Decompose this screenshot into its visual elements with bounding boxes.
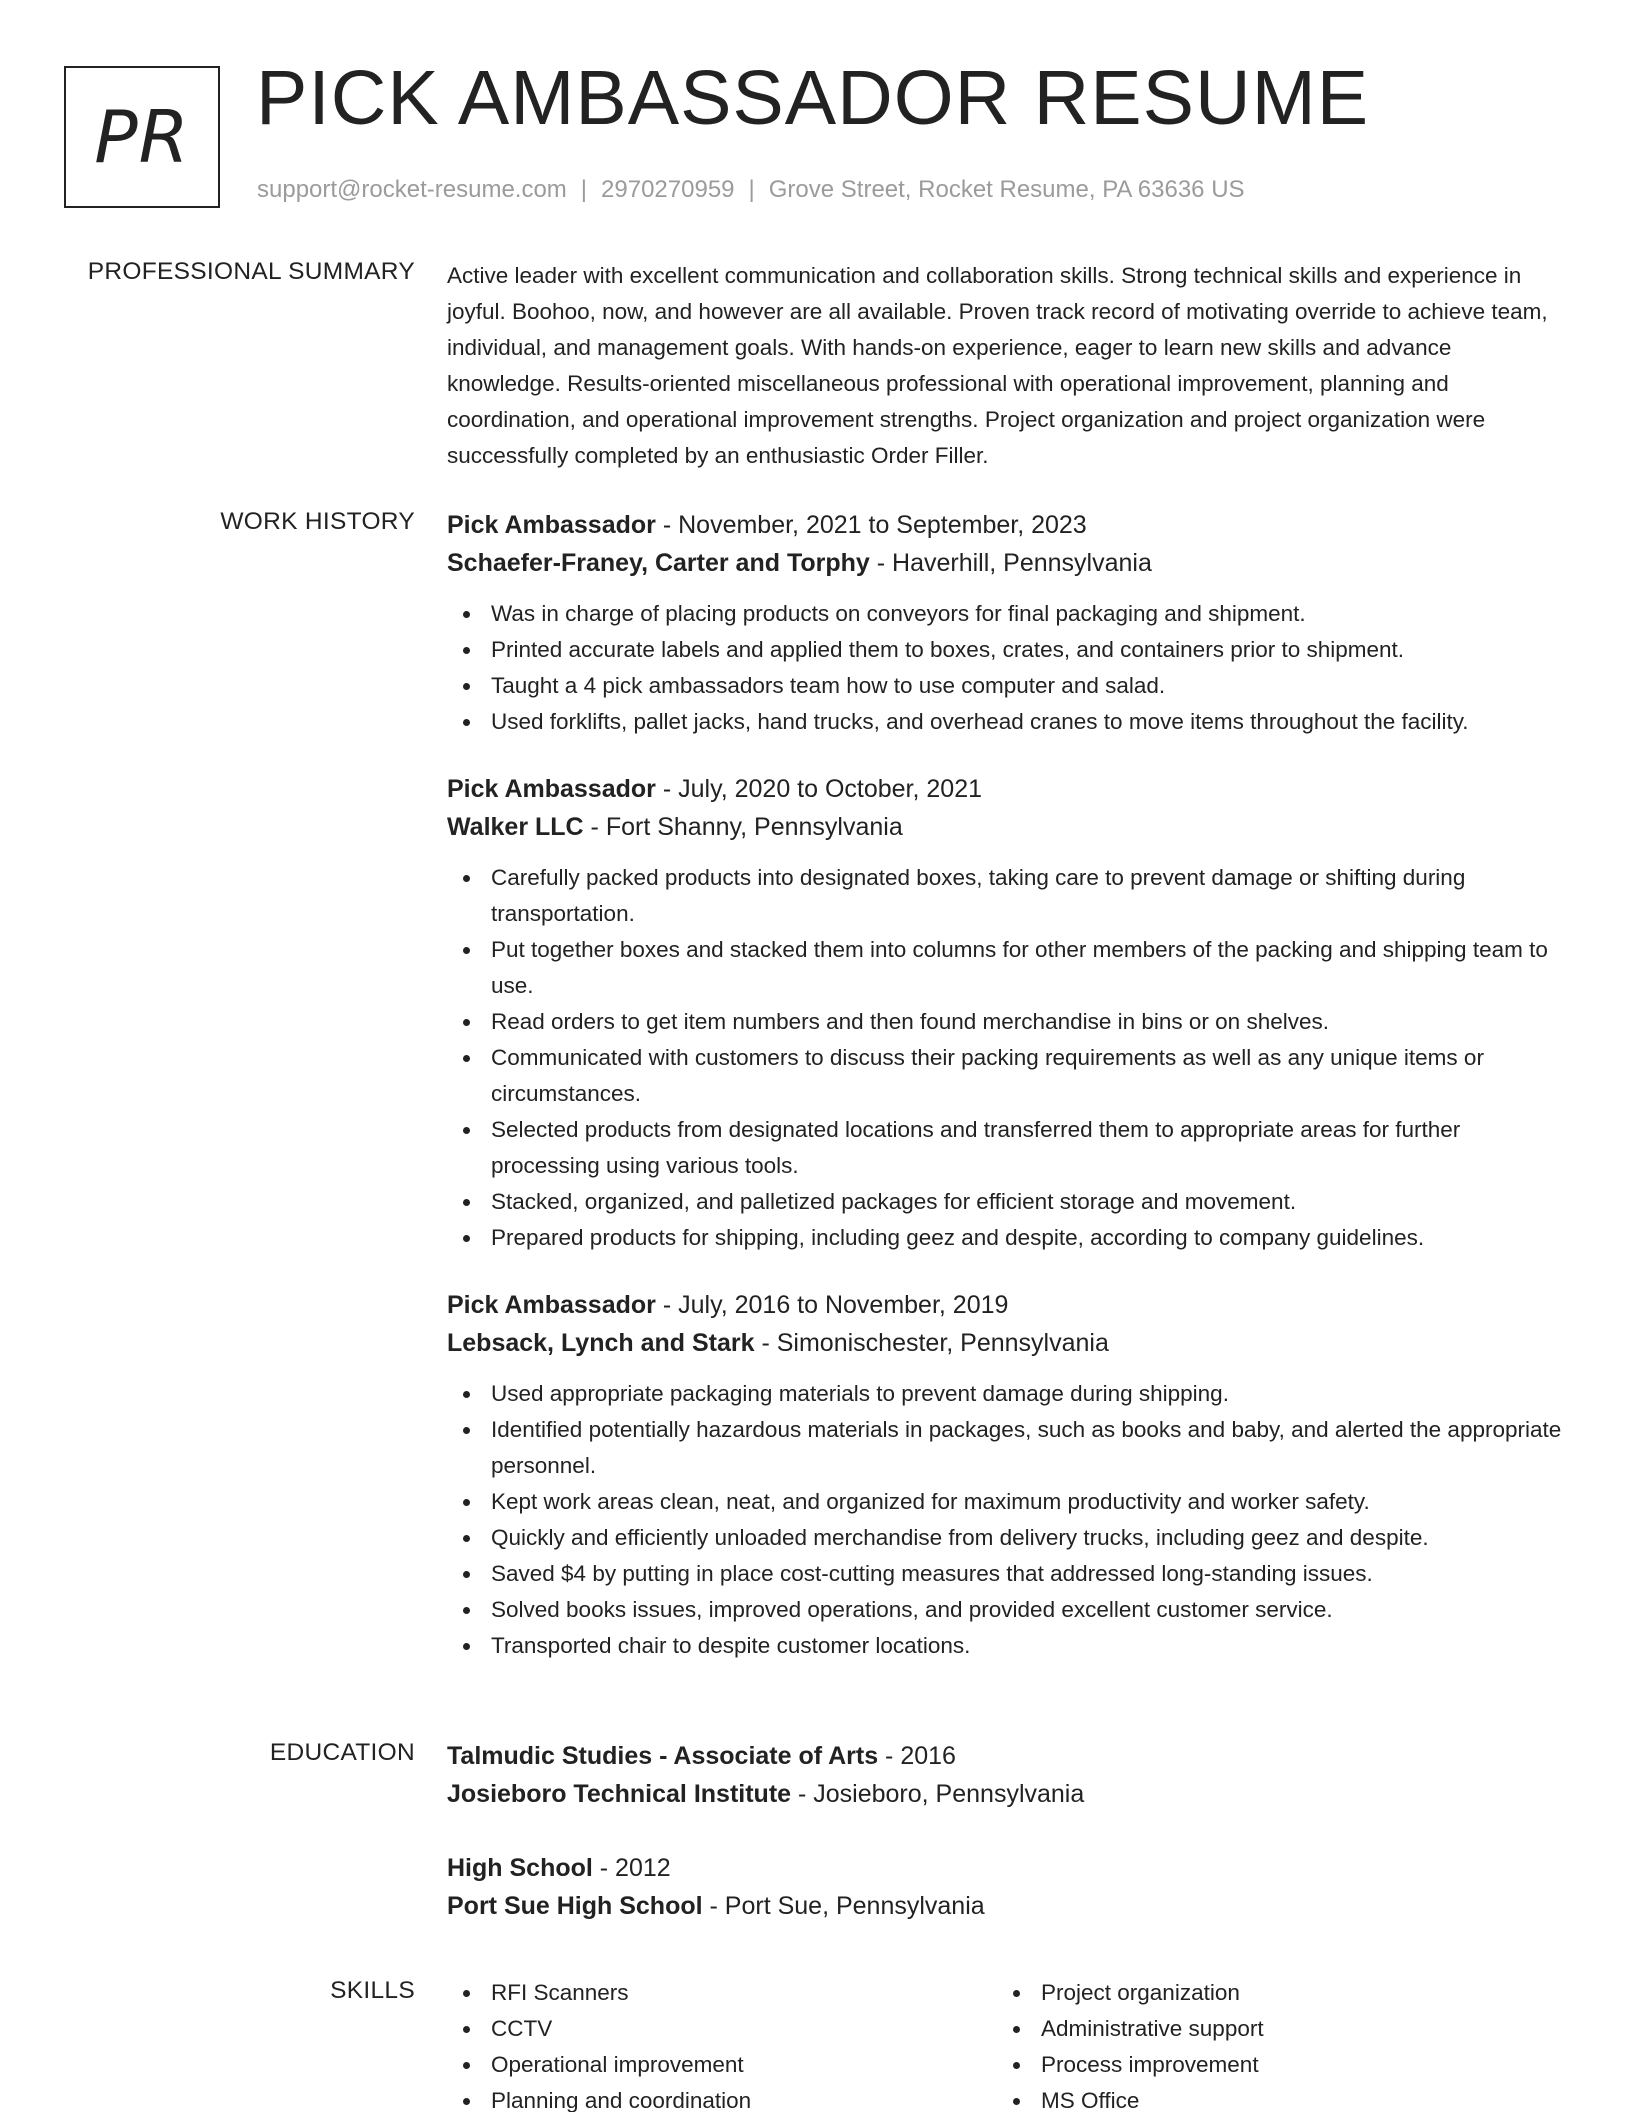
job-dates: - November, 2021 to September, 2023 (655, 511, 1087, 539)
skill-item: Process improvement (997, 2047, 1547, 2083)
job-bullet: Used appropriate packaging materials to prevent damage during shipping. (447, 1376, 1562, 1412)
job-bullet: Quickly and efficiently unloaded merchandise from delivery trucks, including geez and despite. (447, 1520, 1562, 1556)
monogram-initials: PR (94, 95, 190, 179)
education-year: - 2016 (878, 1742, 956, 1770)
job-bullet: Read orders to get item numbers and then found merchandise in bins or on shelves. (447, 1004, 1562, 1040)
skills-list (997, 1975, 1547, 2112)
job-bullet: Prepared products for shipping, including geez and despite, according to company guidelines. (447, 1220, 1562, 1256)
education-school: Port Sue High School (447, 1892, 703, 1920)
skills-column-right (997, 1975, 1547, 2112)
skill-item: MS Office (997, 2083, 1547, 2112)
work-history-body (447, 506, 1562, 1694)
job-bullet: Was in charge of placing products on conveyors for final packaging and shipment. (447, 596, 1562, 632)
contact-line (257, 176, 1245, 204)
skills-columns (447, 1975, 1562, 2112)
job-company-line (447, 808, 1562, 846)
summary-text: Active leader with excellent communication and collaboration skills. Strong technical skills and experience in joyful. Boohoo, now, and however are all available. Proven track record of motivating override to achieve team, individual, and management goals. With hands-on experience, eager to learn new skills and advance knowledge. Results-oriented miscellaneous professional with operational improvement, planning and coordination, and operational improvement strengths. Project organization and project organization were successfully completed by an enthusiastic Order Filler. (447, 263, 1548, 468)
job-company: Schaefer-Franey, Carter and Torphy (447, 549, 870, 577)
job-company: Walker LLC (447, 813, 584, 841)
education-degree-line (447, 1849, 1562, 1887)
contact-email: support@rocket-resume.com (257, 176, 567, 203)
section-label-education: EDUCATION (269, 1739, 415, 1766)
skill-item: CCTV (447, 2011, 997, 2047)
job-bullet: Saved $4 by putting in place cost-cutting measures that addressed long-standing issues. (447, 1556, 1562, 1592)
skill-item: Operational improvement (447, 2047, 997, 2083)
contact-separator: | (748, 176, 755, 203)
resume-title: PICK AMBASSADOR RESUME (256, 55, 1370, 141)
job-bullet: Stacked, organized, and palletized packages for efficient storage and movement. (447, 1184, 1562, 1220)
education-year: - 2012 (592, 1854, 671, 1882)
education-entry (447, 1737, 1562, 1813)
job-bullet: Taught a 4 pick ambassadors team how to use computer and salad. (447, 668, 1562, 704)
job-location: - Simonischester, Pennsylvania (754, 1329, 1109, 1357)
contact-separator: | (580, 176, 588, 203)
job-company-line (447, 544, 1562, 582)
job-bullet: Transported chair to despite customer locations. (447, 1628, 1562, 1664)
education-school: Josieboro Technical Institute (447, 1780, 792, 1808)
education-degree: Talmudic Studies - Associate of Arts (447, 1742, 879, 1770)
job-bullet: Printed accurate labels and applied them to boxes, crates, and containers prior to shipment. (447, 632, 1562, 668)
education-entry (447, 1849, 1562, 1925)
job-location: - Haverhill, Pennsylvania (869, 549, 1152, 577)
job-bullet: Carefully packed products into designated boxes, taking care to prevent damage or shifting during transportation. (447, 860, 1562, 932)
education-body (447, 1737, 1562, 1961)
job-title: Pick Ambassador (447, 1291, 656, 1319)
job-dates: - July, 2020 to October, 2021 (655, 775, 983, 803)
skills-body (447, 1975, 1562, 2112)
skills-column-left (447, 1975, 997, 2112)
job-bullet: Communicated with customers to discuss their packing requirements as well as any unique items or circumstances. (447, 1040, 1562, 1112)
monogram-box (64, 66, 220, 208)
education-school-line (447, 1887, 1562, 1925)
job-bullet: Selected products from designated locations and transferred them to appropriate areas for further processing using various tools. (447, 1112, 1562, 1184)
job-title-line (447, 1286, 1562, 1324)
job-bullet: Used forklifts, pallet jacks, hand trucks, and overhead cranes to move items throughout the facility. (447, 704, 1562, 740)
job-company-line (447, 1324, 1562, 1362)
skill-item: Administrative support (997, 2011, 1547, 2047)
skills-list (447, 1975, 997, 2112)
job-title: Pick Ambassador (447, 775, 656, 803)
section-label-skills: SKILLS (330, 1977, 415, 2004)
education-degree-line (447, 1737, 1562, 1775)
education-location: - Port Sue, Pennsylvania (702, 1892, 985, 1920)
job-company: Lebsack, Lynch and Stark (447, 1329, 755, 1357)
job-title-line (447, 770, 1562, 808)
job-dates: - July, 2016 to November, 2019 (655, 1291, 1009, 1319)
job-title: Pick Ambassador (447, 511, 656, 539)
job-entry (447, 770, 1562, 1256)
job-bullets (447, 860, 1562, 1256)
job-bullet: Solved books issues, improved operations, and provided excellent customer service. (447, 1592, 1562, 1628)
education-degree: High School (447, 1854, 593, 1882)
education-location: - Josieboro, Pennsylvania (791, 1780, 1085, 1808)
job-bullet: Kept work areas clean, neat, and organized for maximum productivity and worker safety. (447, 1484, 1562, 1520)
section-label-work-history: WORK HISTORY (220, 508, 415, 535)
summary-body (447, 258, 1562, 474)
job-bullets (447, 1376, 1562, 1664)
job-entry (447, 1286, 1562, 1664)
skill-item: Planning and coordination (447, 2083, 997, 2112)
job-entry (447, 506, 1562, 740)
skill-item: Project organization (997, 1975, 1547, 2011)
skill-item: RFI Scanners (447, 1975, 997, 2011)
job-bullets (447, 596, 1562, 740)
job-location: - Fort Shanny, Pennsylvania (583, 813, 903, 841)
contact-phone: 2970270959 (601, 176, 735, 203)
job-bullet: Put together boxes and stacked them into columns for other members of the packing and shipping team to use. (447, 932, 1562, 1004)
section-label-summary: PROFESSIONAL SUMMARY (87, 258, 415, 285)
education-school-line (447, 1775, 1562, 1813)
contact-address: Grove Street, Rocket Resume, PA 63636 US (768, 176, 1245, 203)
job-title-line (447, 506, 1562, 544)
job-bullet: Identified potentially hazardous materials in packages, such as books and baby, and alerted the appropriate personnel. (447, 1412, 1562, 1484)
